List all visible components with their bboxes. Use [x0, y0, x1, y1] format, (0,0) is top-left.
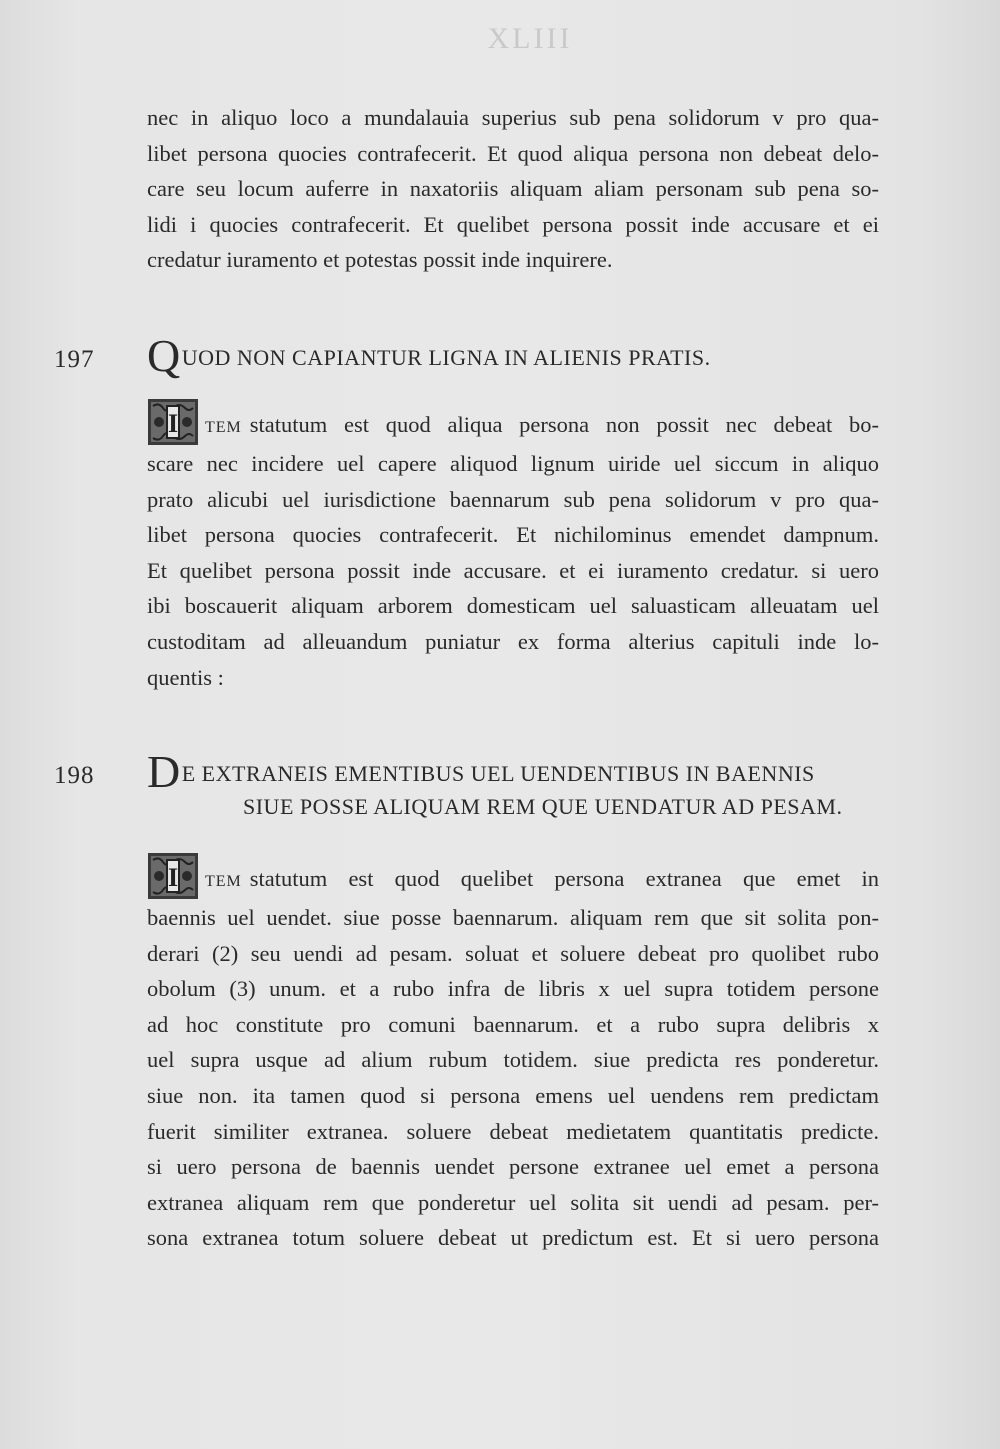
- ornamental-initial-i-icon: [147, 398, 199, 446]
- title-text: UOD NON CAPIANTUR LIGNA IN ALIENIS PRATIS.: [181, 345, 711, 370]
- running-head: XLIII: [487, 22, 573, 55]
- section-number-198: 198: [54, 762, 95, 789]
- svg-text:I: I: [167, 409, 179, 438]
- text-line: nec in aliquo loco a mundalauia superius sub pena solidorum v pro qua-: [147, 105, 879, 130]
- text-line: si uero persona de baennis uendet persone extranee uel emet a persona: [147, 1154, 879, 1180]
- text-line: extranea aliquam rem que ponderetur uel solita sit uendi ad pesam. per-: [147, 1189, 879, 1215]
- section-198-body: [147, 852, 879, 1256]
- section-number-197: 197: [54, 346, 95, 373]
- text-line: Et quelibet persona possit inde accusare. et ei iuramento credatur. si uero: [147, 557, 879, 583]
- first-line: statutum est quod aliqua persona non possit nec debeat bo-: [249, 412, 879, 437]
- text-line: custoditam ad alleuandum puniatur ex forma alterius capituli inde lo-: [147, 628, 879, 654]
- text-line: lidi i quocies contrafecerit. Et quelibet persona possit inde accusare et ei: [147, 211, 879, 237]
- text-line: sona extranea totum soluere debeat ut predictum est. Et si uero persona: [147, 1225, 879, 1251]
- text-line: obolum (3) unum. et a rubo infra de libris x uel supra totidem persone: [147, 976, 879, 1002]
- first-line: statutum est quod quelibet persona extranea que emet in: [249, 866, 879, 891]
- text-line: derari (2) seu uendi ad pesam. soluat et soluere debeat pro quolibet rubo: [147, 940, 879, 966]
- text-line: prato alicubi uel iurisdictione baennarum sub pena solidorum v pro qua-: [147, 486, 879, 512]
- text-line: libet persona quocies contrafecerit. Et nichilominus emendet dampnum.: [147, 522, 879, 548]
- first-word: TEM: [205, 419, 242, 436]
- text-line: quentis :: [147, 664, 224, 690]
- section-197-body: [147, 398, 879, 695]
- text-line: baennis uel uendet. siue posse baennarum. aliquam rem que sit solita pon-: [147, 905, 879, 930]
- intro-paragraph: [147, 100, 879, 278]
- text-line: uel supra usque ad alium rubum totidem. siue predicta res ponderetur.: [147, 1047, 879, 1073]
- title-line-2: SIUE POSSE ALIQUAM REM QUE UENDATUR AD PESAM.: [243, 794, 843, 819]
- title-text: E EXTRANEIS EMENTIBUS UEL UENDENTIBUS IN BAENNIS: [181, 761, 815, 786]
- text-line: ibi boscauerit aliquam arborem domesticam uel saluasticam alleuatam uel: [147, 593, 879, 619]
- text-line: libet persona quocies contrafecerit. Et quod aliqua persona non debeat delo-: [147, 140, 879, 166]
- text-line: scare nec incidere uel capere aliquod lignum uiride uel siccum in aliquo: [147, 451, 879, 476]
- text-line: fuerit similiter extranea. soluere debeat medietatem quantitatis predicte.: [147, 1118, 879, 1144]
- first-word: TEM: [205, 873, 242, 890]
- ornamental-initial-i-icon: [147, 852, 199, 900]
- text-line: ad hoc constitute pro comuni baennarum. et a rubo supra delibris x: [147, 1011, 879, 1037]
- svg-text:I: I: [167, 863, 179, 892]
- title-initial: D: [147, 746, 181, 797]
- text-line: care seu locum auferre in naxatoriis aliquam aliam personam sub pena so-: [147, 176, 879, 202]
- title-initial: Q: [147, 330, 181, 381]
- section-197-title: [147, 330, 882, 381]
- section-198-title: [147, 746, 882, 820]
- text-line: siue non. ita tamen quod si persona emens uel uendens rem predictam: [147, 1082, 879, 1108]
- text-line: credatur iuramento et potestas possit inde inquirere.: [147, 247, 613, 273]
